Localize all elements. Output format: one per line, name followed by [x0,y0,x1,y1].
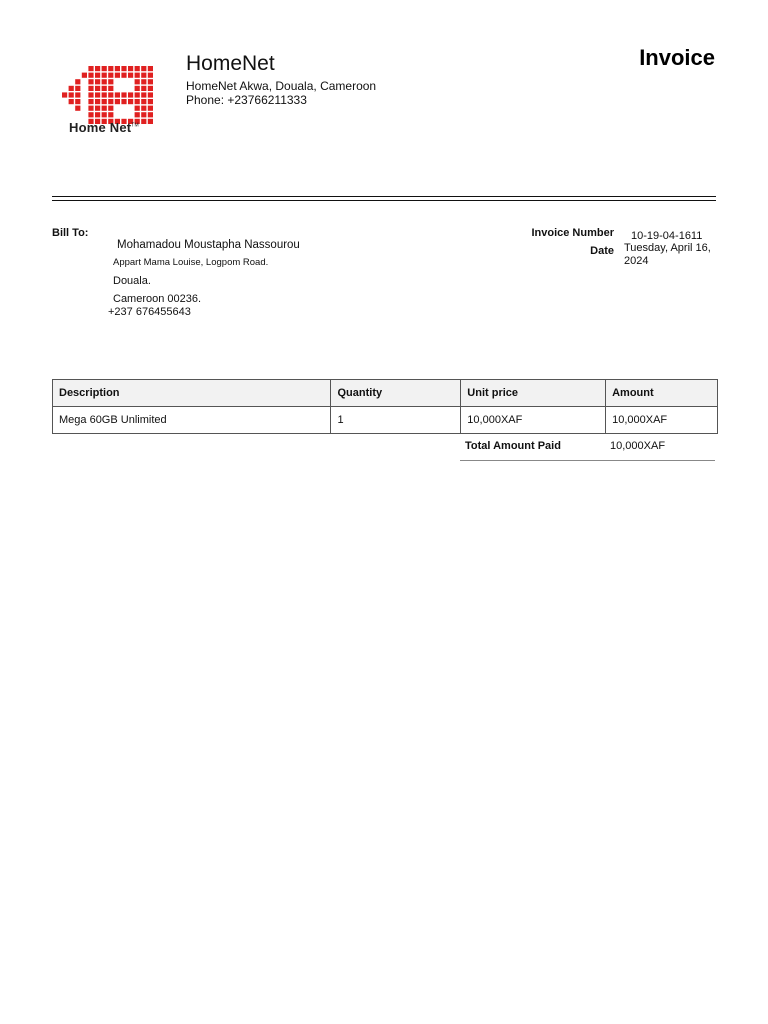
logo-pixel [102,99,107,104]
logo-pixel [148,119,153,124]
column-header-quantity: Quantity [331,380,461,407]
logo-pixel [141,119,146,124]
logo-pixel [141,106,146,111]
logo-pixel [75,92,80,97]
logo-pixel [128,66,133,71]
total-amount-label: Total Amount Paid [465,440,561,452]
logo-pixel [108,79,113,84]
logo-pixel [135,106,140,111]
logo-pixel [108,86,113,91]
logo-pixel [141,73,146,78]
company-address: HomeNet Akwa, Douala, Cameroon [186,79,377,93]
logo-pixel [88,73,93,78]
logo-pixel [141,66,146,71]
logo-pixel [88,106,93,111]
company-phone: Phone: +23766211333 [186,93,307,107]
logo-pixel [148,112,153,117]
customer-name: Mohamadou Moustapha Nassourou [117,239,300,251]
invoice-number-label: Invoice Number [531,227,614,239]
logo-pixel [128,92,133,97]
logo-pixel [102,112,107,117]
logo-pixel [102,73,107,78]
logo-pixel [95,86,100,91]
total-underline [460,460,715,461]
customer-city: Douala. [113,275,151,287]
header-divider-top [52,196,716,197]
logo-pixel [115,92,120,97]
logo-pixel [75,79,80,84]
logo-pixel [121,73,126,78]
logo-pixel [108,92,113,97]
cell-quantity: 1 [331,407,461,434]
logo-pixel [148,92,153,97]
invoice-items-table [52,379,718,434]
logo-pixel [148,106,153,111]
date-value: Tuesday, April 16, 2024 [624,242,711,267]
logo-pixel [128,73,133,78]
bill-to-label: Bill To: [52,227,89,239]
logo-pixel [62,92,67,97]
logo-pixel [95,92,100,97]
logo-pixel [102,92,107,97]
logo-pixel [121,66,126,71]
logo-pixel [88,112,93,117]
logo-pixel [141,112,146,117]
logo-pixel [128,99,133,104]
logo-pixel [82,73,87,78]
logo-pixel [95,73,100,78]
logo-pixel [108,99,113,104]
logo-pixel [135,73,140,78]
logo-pixel [115,73,120,78]
logo-pixel [95,79,100,84]
logo-pixel [115,99,120,104]
table-header-row [53,380,718,407]
logo-pixel [102,66,107,71]
logo-pixel [141,92,146,97]
logo-pixel [135,99,140,104]
logo-pixel [141,86,146,91]
logo-pixel [121,99,126,104]
logo-pixel [88,66,93,71]
logo-pixel [108,66,113,71]
logo-pixel [75,99,80,104]
column-header-unit-price: Unit price [461,380,606,407]
logo-pixel [75,106,80,111]
company-name: HomeNet [186,52,275,75]
logo-pixel [148,66,153,71]
logo-pixel [135,86,140,91]
customer-country: Cameroon 00236. [113,293,202,305]
logo-pixel [135,66,140,71]
logo-pixel [95,106,100,111]
invoice-number-value: 10-19-04-1611 [631,230,703,242]
logo-pixel [95,66,100,71]
logo-pixel [148,86,153,91]
logo-pixel [148,79,153,84]
logo-pixel [148,99,153,104]
logo-pixel [95,112,100,117]
cell-description: Mega 60GB Unlimited [53,407,331,434]
logo-pixel [108,112,113,117]
logo-wordmark: Home Net™ [69,120,139,135]
column-header-description: Description [53,380,331,407]
logo-pixel [115,66,120,71]
logo-pixel [95,99,100,104]
table-row [53,407,718,434]
logo-pixel [69,86,74,91]
logo-pixel [88,99,93,104]
logo-pixel [141,99,146,104]
total-amount-value: 10,000XAF [610,440,666,452]
customer-phone: +237 676455643 [108,306,191,318]
logo-pixel [75,86,80,91]
logo-pixel [88,92,93,97]
logo-pixel [88,79,93,84]
logo-pixel [135,92,140,97]
logo-pixel [135,79,140,84]
cell-amount: 10,000XAF [606,407,718,434]
logo-pixel [102,79,107,84]
logo-pixel [88,86,93,91]
logo-pixel [102,106,107,111]
logo-pixel [108,73,113,78]
logo-pixel [121,92,126,97]
logo-pixel [108,106,113,111]
logo-pixel [148,73,153,78]
logo-pixel [135,112,140,117]
logo-pixel [69,92,74,97]
customer-address: Appart Mama Louise, Logpom Road. [113,257,269,268]
header-divider-bottom [52,200,716,201]
document-title: Invoice [639,45,715,70]
column-header-amount: Amount [606,380,718,407]
cell-unit-price: 10,000XAF [461,407,606,434]
logo-pixel [141,79,146,84]
date-label: Date [590,245,614,257]
logo-pixel [69,99,74,104]
logo-pixel [102,86,107,91]
